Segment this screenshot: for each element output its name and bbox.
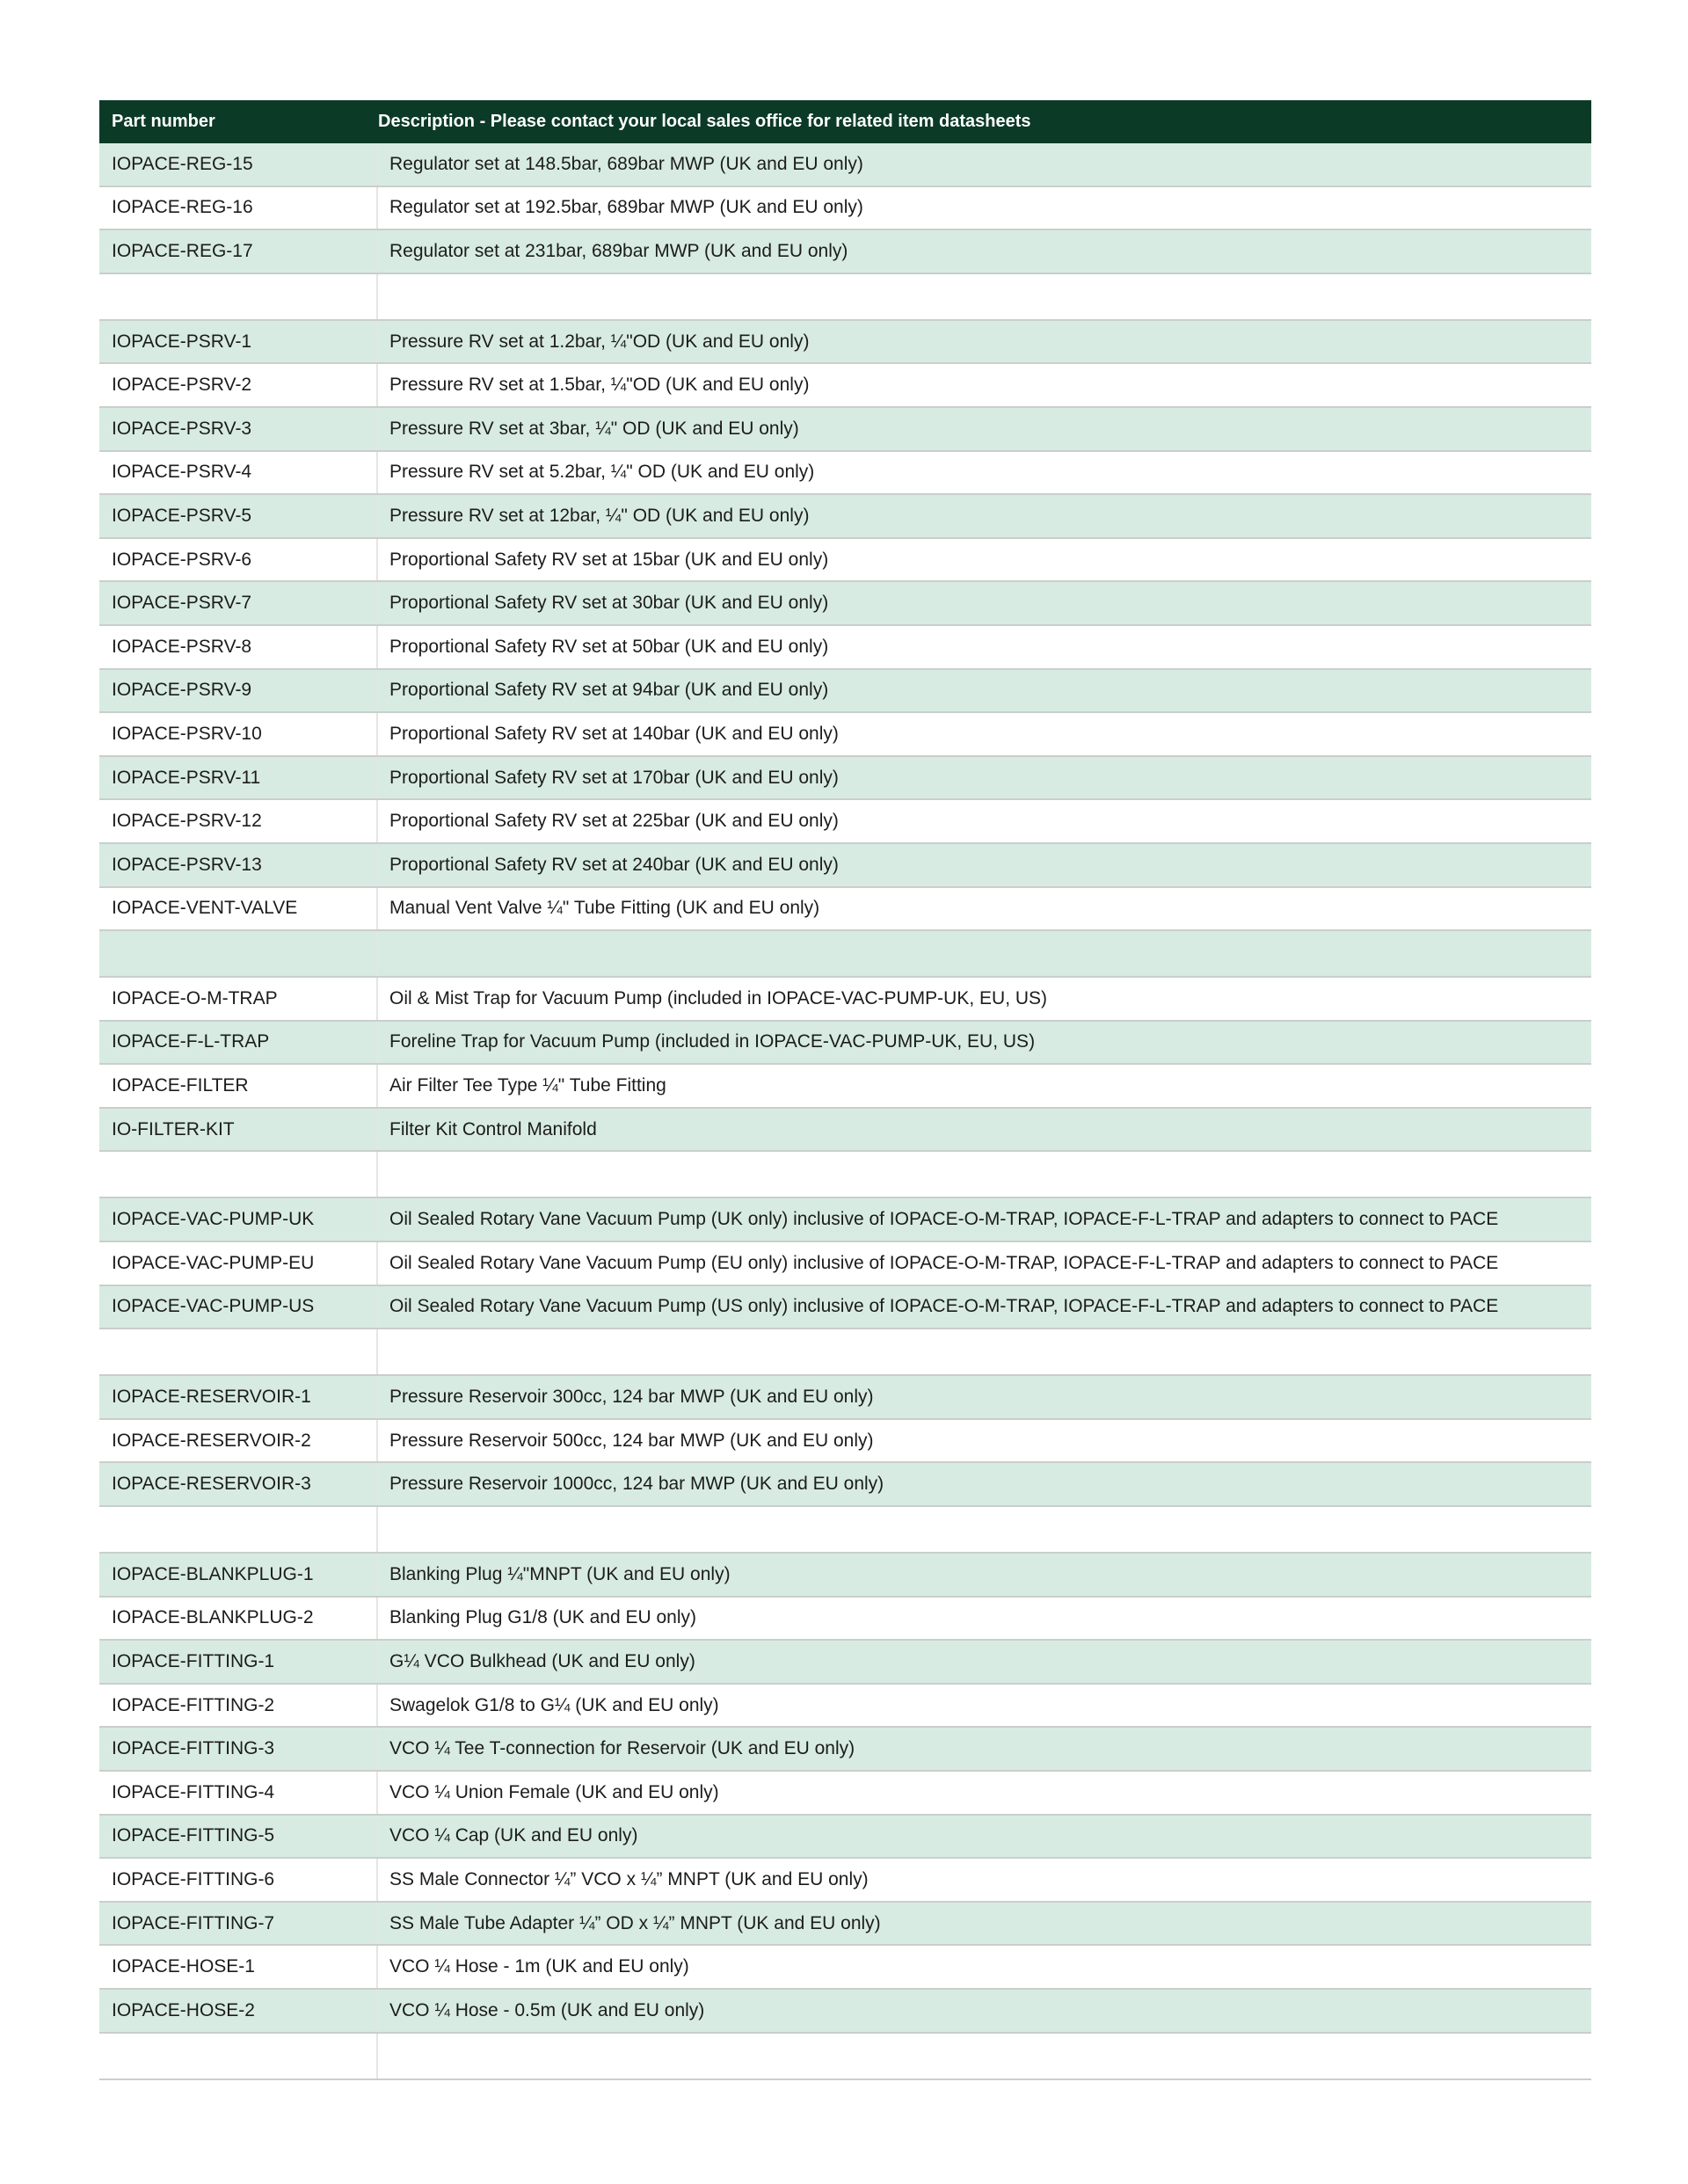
part-number-cell: IOPACE-PSRV-8 <box>99 626 378 668</box>
table-row <box>99 1242 1591 1286</box>
part-number-cell: IOPACE-PSRV-3 <box>99 408 378 450</box>
description-cell: Pressure RV set at 1.2bar, ¼"OD (UK and EU only) <box>389 331 810 352</box>
spacer-row <box>99 2034 1591 2080</box>
table-row <box>99 1859 1591 1903</box>
description-cell: Proportional Safety RV set at 15bar (UK and EU only) <box>389 549 829 570</box>
table-row <box>99 670 1591 714</box>
description-cell: Pressure RV set at 3bar, ¼" OD (UK and EU only) <box>389 418 799 439</box>
description-cell: Proportional Safety RV set at 140bar (UK and EU only) <box>389 723 839 744</box>
part-number-cell: IOPACE-HOSE-1 <box>99 1946 378 1988</box>
description-cell: G¼ VCO Bulkhead (UK and EU only) <box>389 1651 695 1672</box>
table-row <box>99 757 1591 801</box>
part-number-cell: IOPACE-FILTER <box>99 1065 378 1107</box>
description-cell: Proportional Safety RV set at 240bar (UK and EU only) <box>389 854 839 875</box>
description-cell: Regulator set at 192.5bar, 689bar MWP (UK and EU only) <box>389 197 863 218</box>
description-cell: Regulator set at 148.5bar, 689bar MWP (UK and EU only) <box>389 153 863 174</box>
table-row <box>99 1598 1591 1642</box>
part-number-cell: IOPACE-PSRV-12 <box>99 800 378 842</box>
table-row <box>99 1198 1591 1242</box>
description-cell: VCO ¼ Tee T-connection for Reservoir (UK and EU only) <box>389 1738 855 1759</box>
part-number-cell: IOPACE-PSRV-4 <box>99 452 378 494</box>
table-row <box>99 408 1591 452</box>
spacer-row <box>99 1329 1591 1376</box>
part-number-cell: IOPACE-FITTING-1 <box>99 1641 378 1683</box>
table-row <box>99 582 1591 626</box>
spacer-row <box>99 1507 1591 1554</box>
part-number-cell: IOPACE-FITTING-2 <box>99 1685 378 1727</box>
part-number-cell <box>99 1507 378 1552</box>
table-row <box>99 1109 1591 1153</box>
header-description: Description - Please contact your local sales office for related item datasheets <box>378 112 1031 131</box>
part-number-cell: IOPACE-PSRV-11 <box>99 757 378 799</box>
description-cell: Pressure RV set at 1.5bar, ¼"OD (UK and EU only) <box>389 375 810 396</box>
description-cell: SS Male Connector ¼” VCO x ¼” MNPT (UK and EU only) <box>389 1868 869 1889</box>
part-number-cell: IOPACE-F-L-TRAP <box>99 1022 378 1064</box>
description-cell: Proportional Safety RV set at 170bar (UK and EU only) <box>389 767 839 788</box>
part-number-cell: IOPACE-BLANKPLUG-2 <box>99 1598 378 1640</box>
table-row <box>99 187 1591 231</box>
description-cell: VCO ¼ Union Female (UK and EU only) <box>389 1781 719 1802</box>
table-row <box>99 1286 1591 1330</box>
part-number-cell: IOPACE-PSRV-10 <box>99 713 378 755</box>
part-number-cell <box>99 1152 378 1197</box>
table-row <box>99 844 1591 888</box>
table-row <box>99 539 1591 583</box>
description-cell: Proportional Safety RV set at 94bar (UK and EU only) <box>389 680 829 701</box>
table-row <box>99 800 1591 844</box>
part-number-cell: IOPACE-BLANKPLUG-1 <box>99 1554 378 1596</box>
spacer-row <box>99 274 1591 321</box>
part-number-cell: IOPACE-PSRV-2 <box>99 364 378 406</box>
description-cell: Oil Sealed Rotary Vane Vacuum Pump (US only) inclusive of IOPACE-O-M-TRAP, IOPACE-F-L-TRAP and adapters to connect to PACE <box>389 1296 1499 1317</box>
part-number-cell: IOPACE-REG-17 <box>99 230 378 273</box>
table-row <box>99 143 1591 187</box>
part-number-cell: IOPACE-FITTING-5 <box>99 1816 378 1858</box>
part-number-cell: IOPACE-FITTING-7 <box>99 1903 378 1945</box>
table-row <box>99 1554 1591 1598</box>
description-cell: Air Filter Tee Type ¼" Tube Fitting <box>389 1075 666 1096</box>
description-cell: Oil Sealed Rotary Vane Vacuum Pump (UK only) inclusive of IOPACE-O-M-TRAP, IOPACE-F-L-TRAP and adapters to connect to PACE <box>389 1209 1499 1230</box>
description-cell: Regulator set at 231bar, 689bar MWP (UK and EU only) <box>389 240 848 261</box>
description-cell: Pressure RV set at 5.2bar, ¼" OD (UK and EU only) <box>389 462 815 483</box>
part-number-cell: IOPACE-PSRV-5 <box>99 495 378 537</box>
part-number-cell: IOPACE-PSRV-1 <box>99 321 378 363</box>
table-body <box>99 143 1591 2080</box>
description-cell: Foreline Trap for Vacuum Pump (included in IOPACE-VAC-PUMP-UK, EU, US) <box>389 1031 1036 1052</box>
description-cell: Blanking Plug ¼"MNPT (UK and EU only) <box>389 1563 731 1584</box>
part-number-cell: IOPACE-VENT-VALVE <box>99 888 378 930</box>
description-cell: Proportional Safety RV set at 30bar (UK and EU only) <box>389 593 829 614</box>
table-row <box>99 713 1591 757</box>
description-cell: Swagelok G1/8 to G¼ (UK and EU only) <box>389 1694 719 1715</box>
table-row <box>99 1903 1591 1947</box>
table-row <box>99 1772 1591 1816</box>
spacer-row <box>99 931 1591 978</box>
table-row <box>99 1816 1591 1860</box>
spacer-row <box>99 1152 1591 1198</box>
description-cell: VCO ¼ Hose - 1m (UK and EU only) <box>389 1956 689 1977</box>
part-number-cell: IO-FILTER-KIT <box>99 1109 378 1151</box>
table-row <box>99 1376 1591 1420</box>
part-number-cell: IOPACE-RESERVOIR-1 <box>99 1376 378 1418</box>
part-number-cell: IOPACE-PSRV-6 <box>99 539 378 581</box>
part-number-cell: IOPACE-FITTING-4 <box>99 1772 378 1814</box>
description-cell: Oil & Mist Trap for Vacuum Pump (included in IOPACE-VAC-PUMP-UK, EU, US) <box>389 987 1048 1008</box>
part-number-cell <box>99 1329 378 1374</box>
parts-table <box>99 100 1591 2080</box>
table-row <box>99 1463 1591 1507</box>
part-number-cell: IOPACE-O-M-TRAP <box>99 978 378 1020</box>
description-cell: VCO ¼ Cap (UK and EU only) <box>389 1825 638 1846</box>
part-number-cell: IOPACE-REG-15 <box>99 143 378 186</box>
part-number-cell: IOPACE-RESERVOIR-3 <box>99 1463 378 1505</box>
table-row <box>99 1728 1591 1772</box>
part-number-cell: IOPACE-RESERVOIR-2 <box>99 1420 378 1462</box>
description-cell: Pressure RV set at 12bar, ¼" OD (UK and EU only) <box>389 505 810 526</box>
table-row <box>99 978 1591 1022</box>
table-row <box>99 1065 1591 1109</box>
table-row <box>99 1022 1591 1066</box>
part-number-cell: IOPACE-VAC-PUMP-EU <box>99 1242 378 1285</box>
part-number-cell: IOPACE-VAC-PUMP-US <box>99 1286 378 1329</box>
header-part-number: Part number <box>112 112 215 131</box>
description-cell: SS Male Tube Adapter ¼” OD x ¼” MNPT (UK and EU only) <box>389 1912 881 1933</box>
part-number-cell: IOPACE-FITTING-3 <box>99 1728 378 1770</box>
table-row <box>99 452 1591 496</box>
description-cell: Pressure Reservoir 300cc, 124 bar MWP (UK and EU only) <box>389 1387 874 1408</box>
table-row <box>99 1641 1591 1685</box>
table-row <box>99 1990 1591 2034</box>
description-cell: Manual Vent Valve ¼" Tube Fitting (UK and EU only) <box>389 898 820 919</box>
part-number-cell <box>99 931 378 976</box>
description-cell: Filter Kit Control Manifold <box>389 1118 597 1139</box>
part-number-cell: IOPACE-VAC-PUMP-UK <box>99 1198 378 1241</box>
table-row <box>99 1946 1591 1990</box>
part-number-cell: IOPACE-PSRV-7 <box>99 582 378 624</box>
table-row <box>99 230 1591 274</box>
part-number-cell: IOPACE-PSRV-9 <box>99 670 378 712</box>
description-cell: Pressure Reservoir 1000cc, 124 bar MWP (UK and EU only) <box>389 1474 884 1495</box>
description-cell: Proportional Safety RV set at 225bar (UK and EU only) <box>389 811 839 832</box>
table-row <box>99 1420 1591 1464</box>
table-header <box>99 100 1591 143</box>
table-row <box>99 364 1591 408</box>
description-cell: Pressure Reservoir 500cc, 124 bar MWP (UK and EU only) <box>389 1430 874 1451</box>
part-number-cell: IOPACE-REG-16 <box>99 187 378 229</box>
part-number-cell: IOPACE-HOSE-2 <box>99 1990 378 2032</box>
description-cell: VCO ¼ Hose - 0.5m (UK and EU only) <box>389 1999 705 2020</box>
table-row <box>99 1685 1591 1729</box>
table-row <box>99 626 1591 670</box>
description-cell: Proportional Safety RV set at 50bar (UK and EU only) <box>389 636 829 657</box>
table-row <box>99 888 1591 932</box>
part-number-cell <box>99 274 378 319</box>
description-cell: Blanking Plug G1/8 (UK and EU only) <box>389 1607 697 1628</box>
description-cell: Oil Sealed Rotary Vane Vacuum Pump (EU only) inclusive of IOPACE-O-M-TRAP, IOPACE-F-L-TRAP and adapters to connect to PACE <box>389 1252 1499 1273</box>
table-row <box>99 495 1591 539</box>
part-number-cell: IOPACE-PSRV-13 <box>99 844 378 886</box>
part-number-cell: IOPACE-FITTING-6 <box>99 1859 378 1901</box>
table-row <box>99 321 1591 365</box>
part-number-cell <box>99 2034 378 2078</box>
